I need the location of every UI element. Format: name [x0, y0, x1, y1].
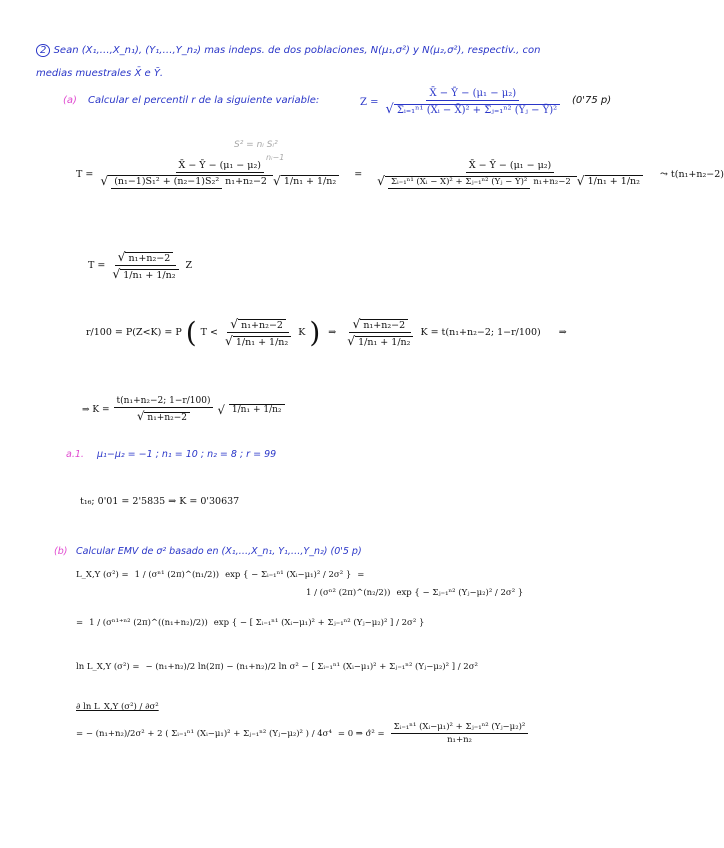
t-lhs: T =: [76, 168, 94, 180]
likelihood-line1b: 1 / (σⁿ² (2π)^(n₂/2)) exp { − Σⱼ₌₁ⁿ² (Yⱼ−μ₂)² / 2σ² }: [306, 588, 524, 598]
t-rhs-numerator: X̄ − Ȳ − (μ₁ − μ₂): [466, 160, 554, 173]
t-definition: [76, 160, 724, 188]
t-value-result: t₁₆; 0'01 = 2'5835 ⇒ K = 0'30637: [80, 496, 240, 507]
log-likelihood: ln L_X,Y (σ²) = − (n₁+n₂)/2 ln(2π) − (n₁+n₂)/2 ln σ² − [ Σᵢ₌₁ⁿ¹ (Xᵢ−μ₁)² + Σⱼ₌₁ⁿ² (Yⱼ−μ₂)² ] / 2σ²: [76, 662, 478, 672]
t-numerator: X̄ − Ȳ − (μ₁ − μ₂): [176, 160, 264, 173]
k-result: ⇒ K = t(n₁+n₂−2; 1−r/100) √ n₁+n₂−2 √ 1/n₁ + 1/n₂: [82, 396, 285, 423]
z-lhs: Z =: [360, 97, 379, 108]
part-a1-label: a.1.: [66, 449, 84, 460]
t-z-relation: T = √ n₁+n₂−2 √ 1/n₁ + 1/n₂ Z: [88, 250, 192, 281]
percentile-derivation: r/100 = P(Z<K) = P ( T < √ n₁+n₂−2 √ 1/n₁ + 1/n₂ K ) ⇒ √ n₁+n₂−2 √ 1/n₁ + 1/n₂ K = t(n₁+n₂−2; 1−r/100) ⇒: [86, 316, 567, 349]
problem-header-line2: medias muestrales X̄ e Ȳ.: [36, 68, 164, 79]
sigma-hat-fraction: $\frac{\text{Σᵢ₌₁ⁿ¹ (Xᵢ−μ₁)² + Σⱼ₌₁ⁿ² (Yⱼ−μ₂)²}}{\text{n₁+n₂}}$: [391, 722, 529, 745]
part-a-points: (0'75 p): [572, 95, 612, 106]
problem-header-line1: [36, 45, 540, 56]
likelihood-line2: = 1 / (σⁿ¹⁺ⁿ² (2π)^((n₁+n₂)/2)) exp { − [ Σᵢ₌₁ⁿ¹ (Xᵢ−μ₁)² + Σⱼ₌₁ⁿ² (Yⱼ−μ₂)² ] / 2σ² }: [76, 618, 425, 628]
z-numerator: X̄ − Ȳ − (μ₁ − μ₂): [426, 88, 519, 101]
part-a1-values: μ₁−μ₂ = −1 ; n₁ = 10 ; n₂ = 8 ; r = 99: [97, 449, 277, 460]
gray-note-line2: nᵢ−1: [266, 153, 285, 162]
z-denominator: √ Σᵢ₌₁ⁿ¹ (Xᵢ − X̄)² + Σⱼ₌₁ⁿ² (Yⱼ − Ȳ)²: [383, 101, 564, 117]
problem-number: 2: [36, 44, 50, 57]
z-fraction: [383, 88, 564, 117]
t-distribution: ⤳ t(n₁+n₂−2): [659, 168, 724, 180]
t-denominator: √ (n₁−1)S₁² + (n₂−1)S₂² n₁+n₂−2 √ 1/n₁ + 1/n₂: [97, 173, 342, 188]
gray-note-line1: S² = nᵢ Sᵢ²: [234, 140, 278, 150]
derivative-line-b: = − (n₁+n₂)/2σ² + 2 ( Σᵢ₌₁ⁿ¹ (Xᵢ−μ₁)² + Σⱼ₌₁ⁿ² (Yⱼ−μ₂)² ) / 4σ⁴ = 0 ⇒ σ̂² = $\frac{\text{Σᵢ₌₁ⁿ¹ (Xᵢ−μ₁)² + Σⱼ₌₁ⁿ² (Yⱼ−μ₂)²}}{\text{n₁+n₂}}$: [76, 722, 528, 745]
t-rhs-fraction: [374, 160, 646, 188]
part-a-label: (a): [63, 95, 77, 106]
t-equals: =: [354, 168, 363, 180]
part-a-statement: Calcular el percentil r de la siguiente variable:: [88, 95, 320, 106]
likelihood-line1: L_X,Y (σ²) = 1 / (σⁿ¹ (2π)^(n₁/2)) exp { − Σᵢ₌₁ⁿ¹ (Xᵢ−μ₁)² / 2σ² } =: [76, 570, 365, 580]
t-rhs-denominator: √ Σᵢ₌₁ⁿ¹ (Xᵢ − X̄)² + Σⱼ₌₁ⁿ² (Yⱼ − Ȳ)² n₁+n₂−2 √ 1/n₁ + 1/n₂: [374, 173, 646, 188]
part-b-label: (b): [54, 546, 68, 557]
t-fraction: [97, 160, 342, 188]
derivative-line: ∂ ln L_X,Y (σ²) / ∂σ²: [76, 702, 159, 712]
z-definition: [360, 88, 563, 117]
part-b-statement: Calcular EMV de σ² basado en (X₁,…,X_n₁, Y₁,…,Y_n₂) (0'5 p): [76, 546, 362, 557]
problem-statement-line1: Sean (X₁,…,X_n₁), (Y₁,…,Y_n₂) mas indeps. de dos poblaciones, N(μ₁,σ²) y N(μ₂,σ²), respectiv., con: [53, 45, 541, 56]
